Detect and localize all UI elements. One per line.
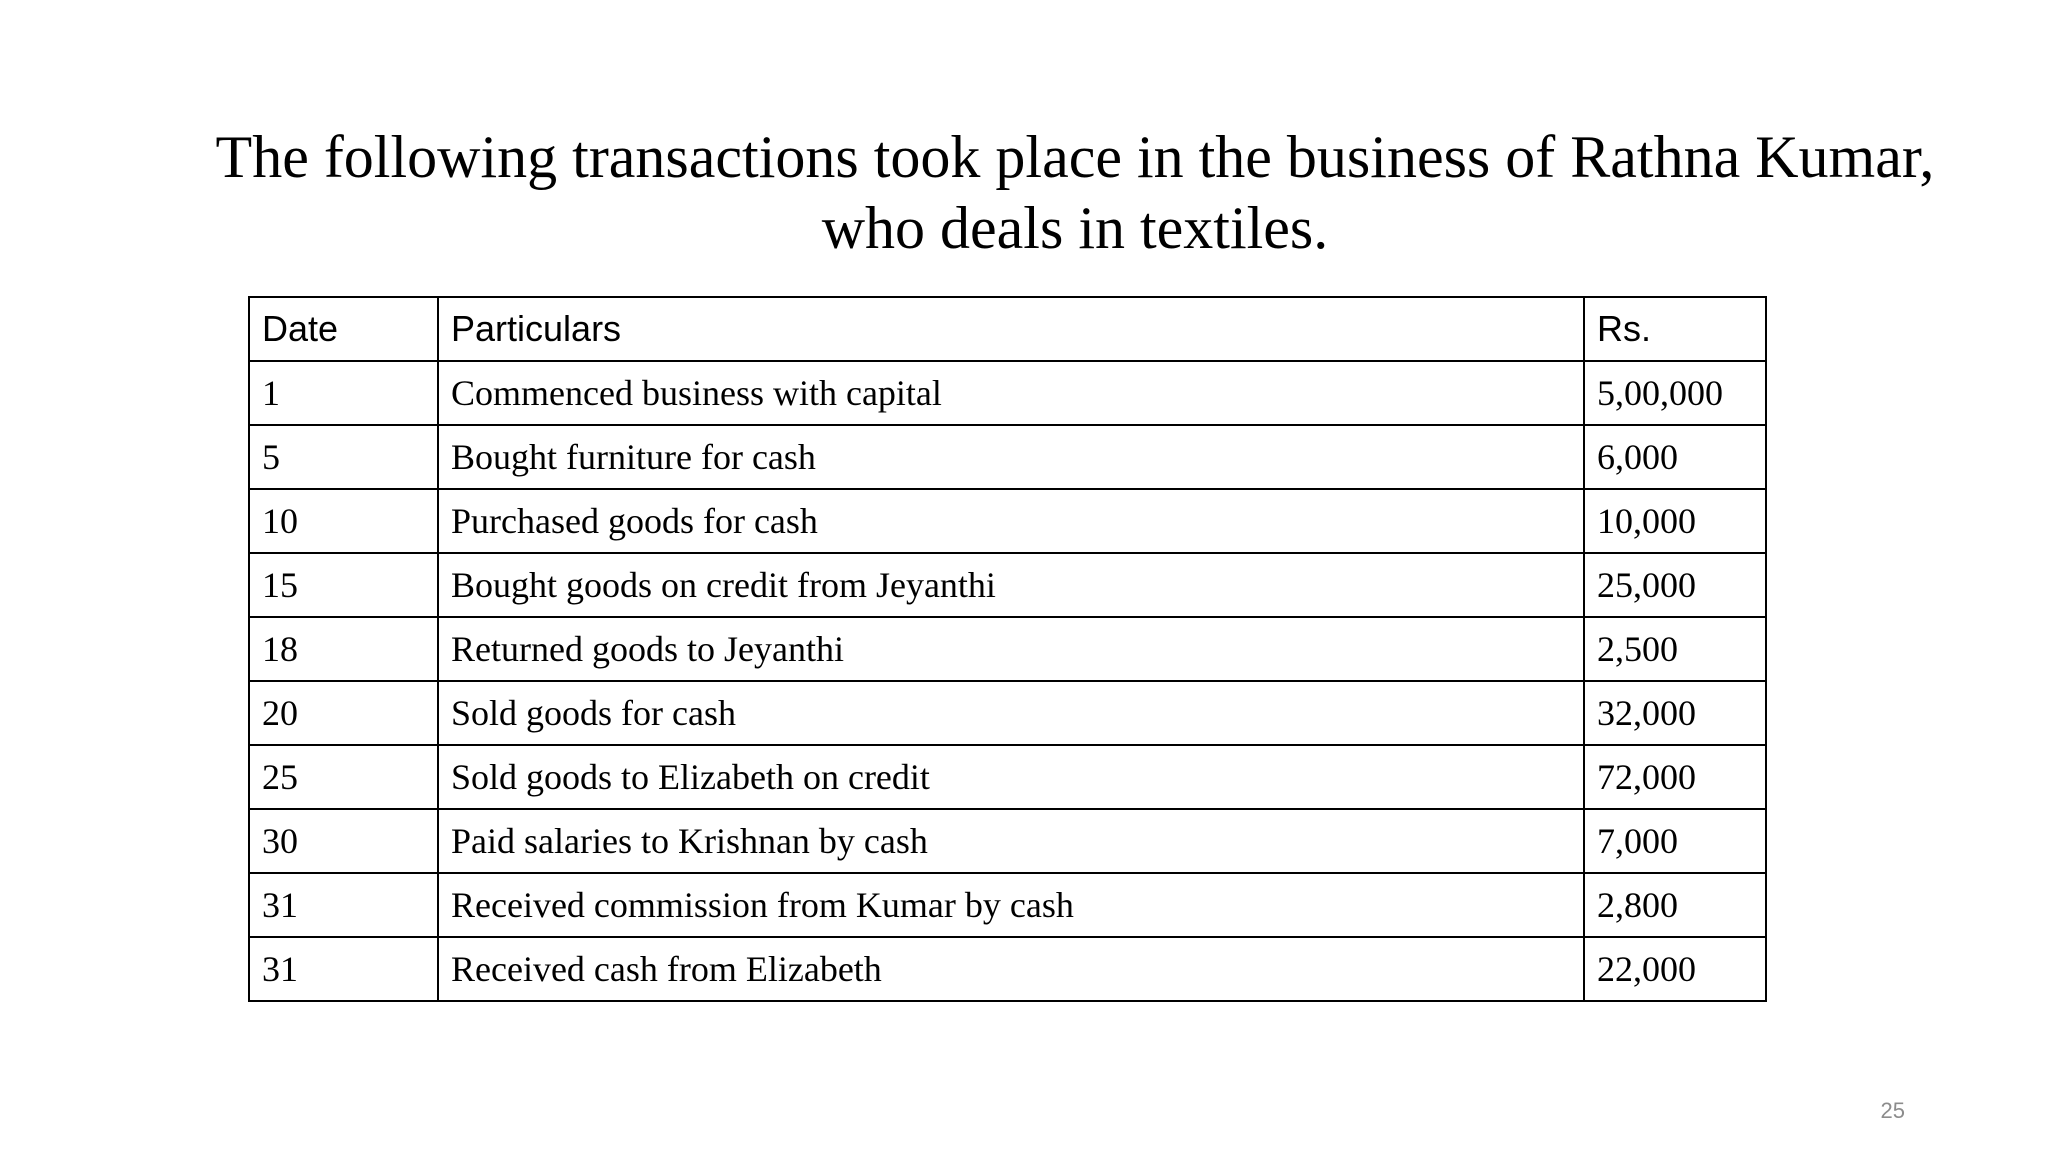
table-row bbox=[249, 361, 1766, 425]
table-row bbox=[249, 809, 1766, 873]
cell-date: 30 bbox=[249, 809, 438, 873]
cell-amount: 7,000 bbox=[1584, 809, 1766, 873]
cell-amount: 6,000 bbox=[1584, 425, 1766, 489]
cell-particulars: Paid salaries to Krishnan by cash bbox=[438, 809, 1584, 873]
header-amount: Rs. bbox=[1584, 297, 1766, 361]
cell-date: 31 bbox=[249, 873, 438, 937]
cell-amount: 2,500 bbox=[1584, 617, 1766, 681]
table-row bbox=[249, 873, 1766, 937]
cell-date: 20 bbox=[249, 681, 438, 745]
cell-date: 15 bbox=[249, 553, 438, 617]
header-date: Date bbox=[249, 297, 438, 361]
cell-amount: 5,00,000 bbox=[1584, 361, 1766, 425]
cell-amount: 32,000 bbox=[1584, 681, 1766, 745]
table-row bbox=[249, 553, 1766, 617]
table-header-row bbox=[249, 297, 1766, 361]
table-row bbox=[249, 681, 1766, 745]
cell-particulars: Received commission from Kumar by cash bbox=[438, 873, 1584, 937]
cell-particulars: Received cash from Elizabeth bbox=[438, 937, 1584, 1001]
header-particulars: Particulars bbox=[438, 297, 1584, 361]
table-row bbox=[249, 489, 1766, 553]
cell-date: 1 bbox=[249, 361, 438, 425]
slide-title-line-2: who deals in textiles. bbox=[821, 195, 1329, 261]
cell-date: 10 bbox=[249, 489, 438, 553]
cell-amount: 72,000 bbox=[1584, 745, 1766, 809]
cell-particulars: Commenced business with capital bbox=[438, 361, 1584, 425]
cell-date: 31 bbox=[249, 937, 438, 1001]
table-row bbox=[249, 745, 1766, 809]
slide-title bbox=[150, 122, 2000, 264]
cell-date: 18 bbox=[249, 617, 438, 681]
cell-particulars: Bought furniture for cash bbox=[438, 425, 1584, 489]
cell-amount: 10,000 bbox=[1584, 489, 1766, 553]
cell-particulars: Returned goods to Jeyanthi bbox=[438, 617, 1584, 681]
cell-date: 25 bbox=[249, 745, 438, 809]
cell-particulars: Purchased goods for cash bbox=[438, 489, 1584, 553]
table-row bbox=[249, 937, 1766, 1001]
cell-amount: 22,000 bbox=[1584, 937, 1766, 1001]
page-number: 25 bbox=[1880, 1098, 1905, 1123]
transactions-table bbox=[248, 296, 1767, 1002]
cell-amount: 2,800 bbox=[1584, 873, 1766, 937]
cell-particulars: Bought goods on credit from Jeyanthi bbox=[438, 553, 1584, 617]
table-row bbox=[249, 425, 1766, 489]
cell-particulars: Sold goods to Elizabeth on credit bbox=[438, 745, 1584, 809]
cell-particulars: Sold goods for cash bbox=[438, 681, 1584, 745]
cell-date: 5 bbox=[249, 425, 438, 489]
slide-title-line-1: The following transactions took place in the business of Rathna Kumar, bbox=[215, 124, 1935, 190]
table-row bbox=[249, 617, 1766, 681]
cell-amount: 25,000 bbox=[1584, 553, 1766, 617]
